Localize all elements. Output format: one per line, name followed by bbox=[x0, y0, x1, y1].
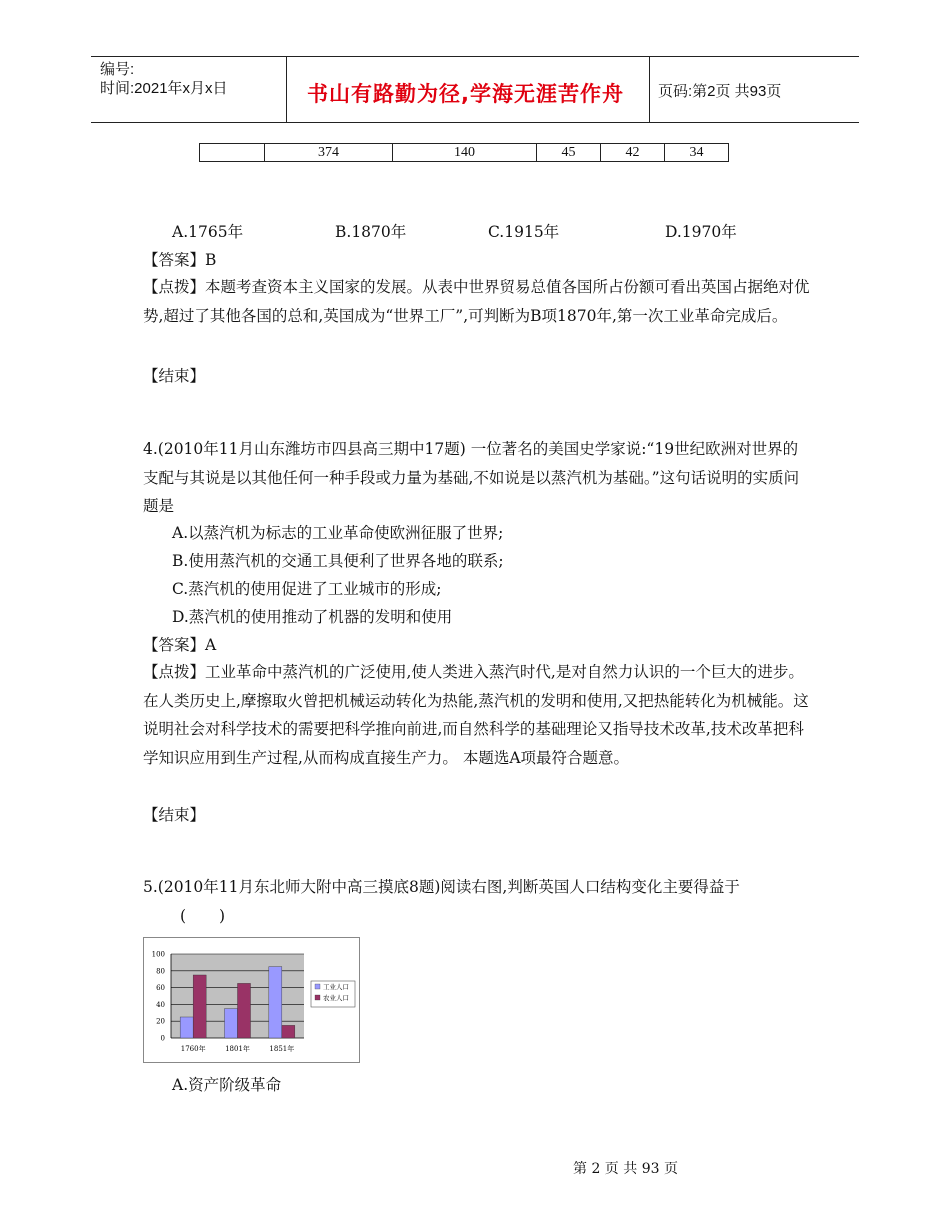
header-motto: 书山有路勤为径,学海无涯苦作舟 bbox=[307, 82, 624, 106]
header-meta bbox=[100, 60, 228, 98]
y-tick-label: 80 bbox=[156, 967, 165, 976]
table-row bbox=[200, 144, 729, 162]
q3-option-a: A.1765年 bbox=[172, 223, 244, 241]
q4-end: 【结束】 bbox=[143, 806, 206, 824]
x-tick-label: 1760年 bbox=[180, 1045, 206, 1053]
q3-option-d: D.1970年 bbox=[665, 223, 737, 241]
header-top-rule bbox=[91, 56, 859, 57]
bar-agricultural bbox=[193, 975, 206, 1038]
time-label: 时间:2021年x月x日 bbox=[100, 80, 228, 97]
q4-stem: 4.(2010年11月山东潍坊市四县高三期中17题) 一位著名的美国史学家说:“19世纪欧洲对世界的支配与其说是以其他任何一种手段或力量为基础,不如说是以蒸汽机为基础。”这句话说明的实质问题是 bbox=[143, 440, 800, 515]
q4-option-a: A.以蒸汽机为标志的工业革命使欧洲征服了世界; bbox=[172, 524, 504, 542]
page-footer: 第 2 页 共 93 页 bbox=[573, 1161, 678, 1177]
trade-share-table bbox=[199, 143, 729, 162]
bar-agricultural bbox=[282, 1025, 295, 1038]
table-cell: 34 bbox=[665, 144, 729, 162]
table-cell: 140 bbox=[393, 144, 537, 162]
bar-industrial bbox=[180, 1017, 193, 1038]
q3-end: 【结束】 bbox=[143, 367, 206, 385]
bar-industrial bbox=[225, 1009, 238, 1038]
header-bottom-rule bbox=[91, 122, 859, 123]
y-tick-label: 0 bbox=[160, 1034, 165, 1043]
legend-swatch bbox=[315, 995, 320, 1000]
population-chart-svg bbox=[144, 938, 359, 1062]
x-tick-label: 1801年 bbox=[225, 1045, 250, 1053]
serial-label: 编号: bbox=[100, 61, 135, 78]
y-tick-label: 60 bbox=[156, 984, 165, 993]
q4-option-b: B.使用蒸汽机的交通工具便利了世界各地的联系; bbox=[172, 552, 504, 570]
q3-answer: 【答案】B bbox=[143, 251, 217, 269]
y-tick-label: 40 bbox=[156, 1000, 165, 1009]
table-cell: 42 bbox=[601, 144, 665, 162]
q4-option-c: C.蒸汽机的使用促进了工业城市的形成; bbox=[172, 580, 442, 598]
q3-analysis: 【点拨】本题考查资本主义国家的发展。从表中世界贸易总值各国所占份额可看出英国占据绝对优势,超过了其他各国的总和,英国成为“世界工厂”,可判断为B项1870年,第一次工业革命完成后。 bbox=[143, 278, 810, 325]
q4-analysis: 【点拨】工业革命中蒸汽机的广泛使用,使人类进入蒸汽时代,是对自然力认识的一个巨大的进步。在人类历史上,摩擦取火曾把机械运动转化为热能,蒸汽机的发明和使用,又把热能转化为机械能。这说明社会对科学技术的需要把科学推向前进,而自然科学的基础理论又指导技术改革,技术改革把科学知识应用到生产过程,从而构成直接生产力。 本题选A项最符合题意。 bbox=[143, 663, 809, 767]
q3-option-b: B.1870年 bbox=[335, 223, 407, 241]
q3-option-c: C.1915年 bbox=[488, 223, 560, 241]
q5-stem: 5.(2010年11月东北师大附中高三摸底8题)阅读右图,判断英国人口结构变化主要得益于 bbox=[143, 878, 740, 896]
q5-paren: ( ) bbox=[180, 907, 240, 925]
bar-industrial bbox=[269, 967, 282, 1038]
header-page-info: 页码:第2页 共93页 bbox=[658, 83, 782, 100]
x-tick-label: 1851年 bbox=[269, 1045, 295, 1053]
header-divider-right bbox=[649, 56, 650, 123]
population-chart bbox=[143, 937, 360, 1063]
legend-label: 工业人口 bbox=[323, 983, 349, 991]
table-cell: 374 bbox=[265, 144, 393, 162]
legend-label: 农业人口 bbox=[323, 994, 349, 1002]
bar-agricultural bbox=[238, 983, 251, 1038]
table-cell: 45 bbox=[537, 144, 601, 162]
table-cell bbox=[200, 144, 265, 162]
q4-answer: 【答案】A bbox=[143, 636, 217, 654]
q5-option-a: A.资产阶级革命 bbox=[172, 1076, 282, 1094]
header-divider-left bbox=[286, 56, 287, 123]
y-tick-label: 100 bbox=[151, 950, 165, 959]
legend-swatch bbox=[315, 984, 320, 989]
q4-option-d: D.蒸汽机的使用推动了机器的发明和使用 bbox=[172, 608, 453, 626]
y-tick-label: 20 bbox=[156, 1017, 165, 1026]
